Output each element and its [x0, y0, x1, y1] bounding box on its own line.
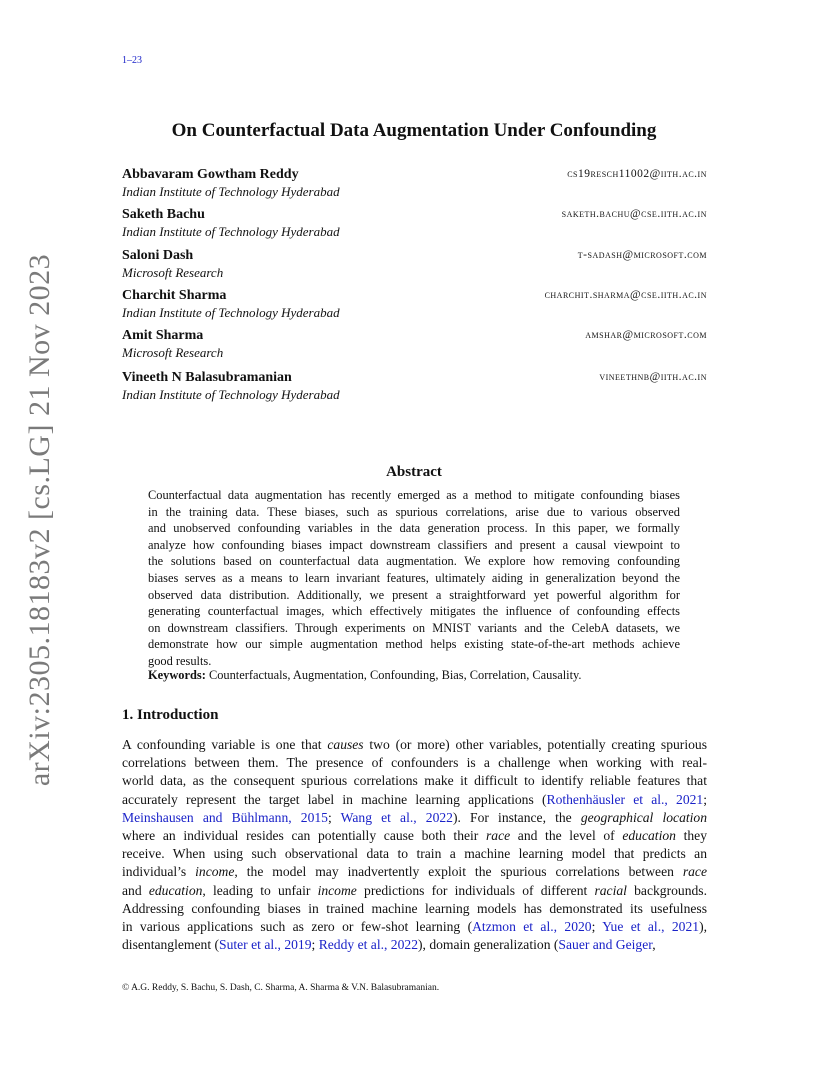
author-affiliation: Indian Institute of Technology Hyderabad: [122, 304, 340, 320]
section-number: 1.: [122, 707, 134, 723]
author-entry: [122, 247, 707, 287]
abstract-line: on downstream classifiers. Through experiments on MNIST variants and the CelebA datasets, we: [148, 620, 680, 635]
paper-title: On Counterfactual Data Augmentation Under Confounding: [171, 120, 657, 141]
citation-link[interactable]: Meinshausen and Bühlmann, 2015: [122, 809, 328, 825]
citation-link[interactable]: Reddy et al., 2022: [318, 937, 418, 953]
author-email[interactable]: cs19resch11002@iith.ac.in: [567, 168, 707, 180]
intro-line: disentanglement (Suter et al., 2019; Reddy et al., 2022), domain generalization (Sauer and Geiger,: [122, 937, 656, 953]
author-entry: [122, 327, 707, 367]
citation-link[interactable]: Rothenhäusler et al., 2021: [546, 791, 704, 807]
introduction-text: [122, 736, 707, 954]
abstract-line: biases serves as a means to learn invariant features, ultimately aiding in generalization beyond the: [148, 570, 680, 585]
intro-line: A confounding variable is one that causes two (or more) other variables, potentially creating spurious: [122, 737, 707, 752]
citation-link[interactable]: Sauer and Geiger: [558, 937, 653, 953]
author-name: Vineeth N Balasubramanian: [122, 370, 292, 386]
author-email[interactable]: t-sadash@microsoft.com: [577, 248, 707, 261]
keywords: [148, 667, 680, 684]
author-name: Amit Sharma: [122, 328, 204, 344]
keywords-label: Keywords:: [148, 668, 206, 682]
abstract-line: Counterfactual data augmentation has recently emerged as a method to mitigate confounding biases: [148, 488, 680, 502]
abstract-text: [148, 487, 680, 670]
intro-line: and education, leading to unfair income predictions for individuals of different racial backgrounds.: [122, 882, 707, 898]
citation-link[interactable]: Wang et al., 2022: [340, 809, 453, 825]
author-affiliation: Indian Institute of Technology Hyderabad: [122, 184, 340, 199]
abstract-line: and unobserved confounding variables in the data generation process. In this paper, we formally: [148, 521, 680, 536]
copyright-footer: © A.G. Reddy, S. Bachu, S. Dash, C. Sharma, A. Sharma & V.N. Balasubramanian.: [122, 983, 440, 993]
author-entry: [122, 166, 707, 206]
intro-line: world data, as the consequent spurious correlations make it difficult to identify reliable features that: [122, 773, 707, 789]
page-number: 1–23: [122, 55, 142, 66]
author-email[interactable]: amshar@microsoft.com: [585, 329, 707, 342]
author-email[interactable]: vineethnb@iith.ac.in: [599, 371, 707, 384]
author-email[interactable]: charchit.sharma@cse.iith.ac.in: [544, 288, 707, 301]
citation-link[interactable]: Atzmon et al., 2020: [472, 919, 592, 935]
citation-link[interactable]: Yue et al., 2021: [602, 919, 700, 935]
abstract-line: the solutions based on counterfactual data augmentation. We explore how removing confounding: [148, 554, 680, 569]
author-entry: [122, 287, 707, 327]
abstract-heading: Abstract: [386, 464, 442, 480]
author-affiliation: Indian Institute of Technology Hyderabad: [122, 224, 340, 240]
author-email[interactable]: saketh.bachu@cse.iith.ac.in: [561, 208, 707, 221]
abstract-line: good results.: [148, 653, 212, 668]
author-name: Abbavaram Gowtham Reddy: [122, 167, 299, 182]
arxiv-identifier: arXiv:2305.18183v2 [cs.LG] 21 Nov 2023: [23, 253, 56, 787]
author-affiliation: Microsoft Research: [122, 264, 224, 280]
author-affiliation: Microsoft Research: [122, 345, 224, 361]
author-affiliation: Indian Institute of Technology Hyderabad: [122, 387, 340, 403]
abstract-line: in the training data. These biases, such as spurious correlations, arise due to various observed: [148, 504, 680, 519]
author-entry: [122, 369, 707, 409]
intro-line: correlations between them. The presence of confounders is a challenge when working with real-: [122, 755, 707, 771]
section-title: Introduction: [137, 707, 219, 723]
abstract-line: observed data distribution. Additionally, we present a straightforward yet powerful algorithm for: [148, 587, 680, 602]
author-list: [122, 166, 707, 410]
abstract-line: demonstrate how our simple augmentation method helps existing state-of-the-art methods achieve: [148, 637, 680, 652]
author-name: Charchit Sharma: [122, 287, 227, 303]
abstract-line: analyze how confounding biases impact downstream classifiers and present a causal viewpoint to: [148, 537, 680, 552]
intro-line: receive. When using such observational data to train a machine learning model that predicts an: [122, 846, 707, 862]
intro-line: where an individual resides can potentially cause both their race and the level of education they: [122, 828, 708, 844]
author-name: Saketh Bachu: [122, 207, 205, 223]
intro-line: individual’s income, the model may inadvertently exploit the spurious correlations between race: [122, 864, 707, 880]
author-name: Saloni Dash: [122, 247, 194, 263]
intro-line: in various applications such as zero or few-shot learning (Atzmon et al., 2020; Yue et al., 2021),: [122, 919, 707, 935]
intro-line: Meinshausen and Bühlmann, 2015; Wang et al., 2022). For instance, the geographical location: [122, 809, 708, 825]
author-entry: [122, 206, 707, 246]
citation-link[interactable]: Suter et al., 2019: [219, 937, 312, 953]
section-heading: [122, 707, 218, 724]
abstract-line: generating counterfactual images, which effectively mitigates the influence of confounding effects: [148, 604, 680, 619]
intro-line: Addressing confounding biases in trained machine learning models has demonstrated its usefulness: [122, 900, 707, 916]
intro-line: accurately represent the target label in machine learning applications (Rothenhäusler et al., 2021;: [122, 791, 707, 807]
keywords-list: Counterfactuals, Augmentation, Confounding, Bias, Correlation, Causality.: [208, 668, 582, 682]
